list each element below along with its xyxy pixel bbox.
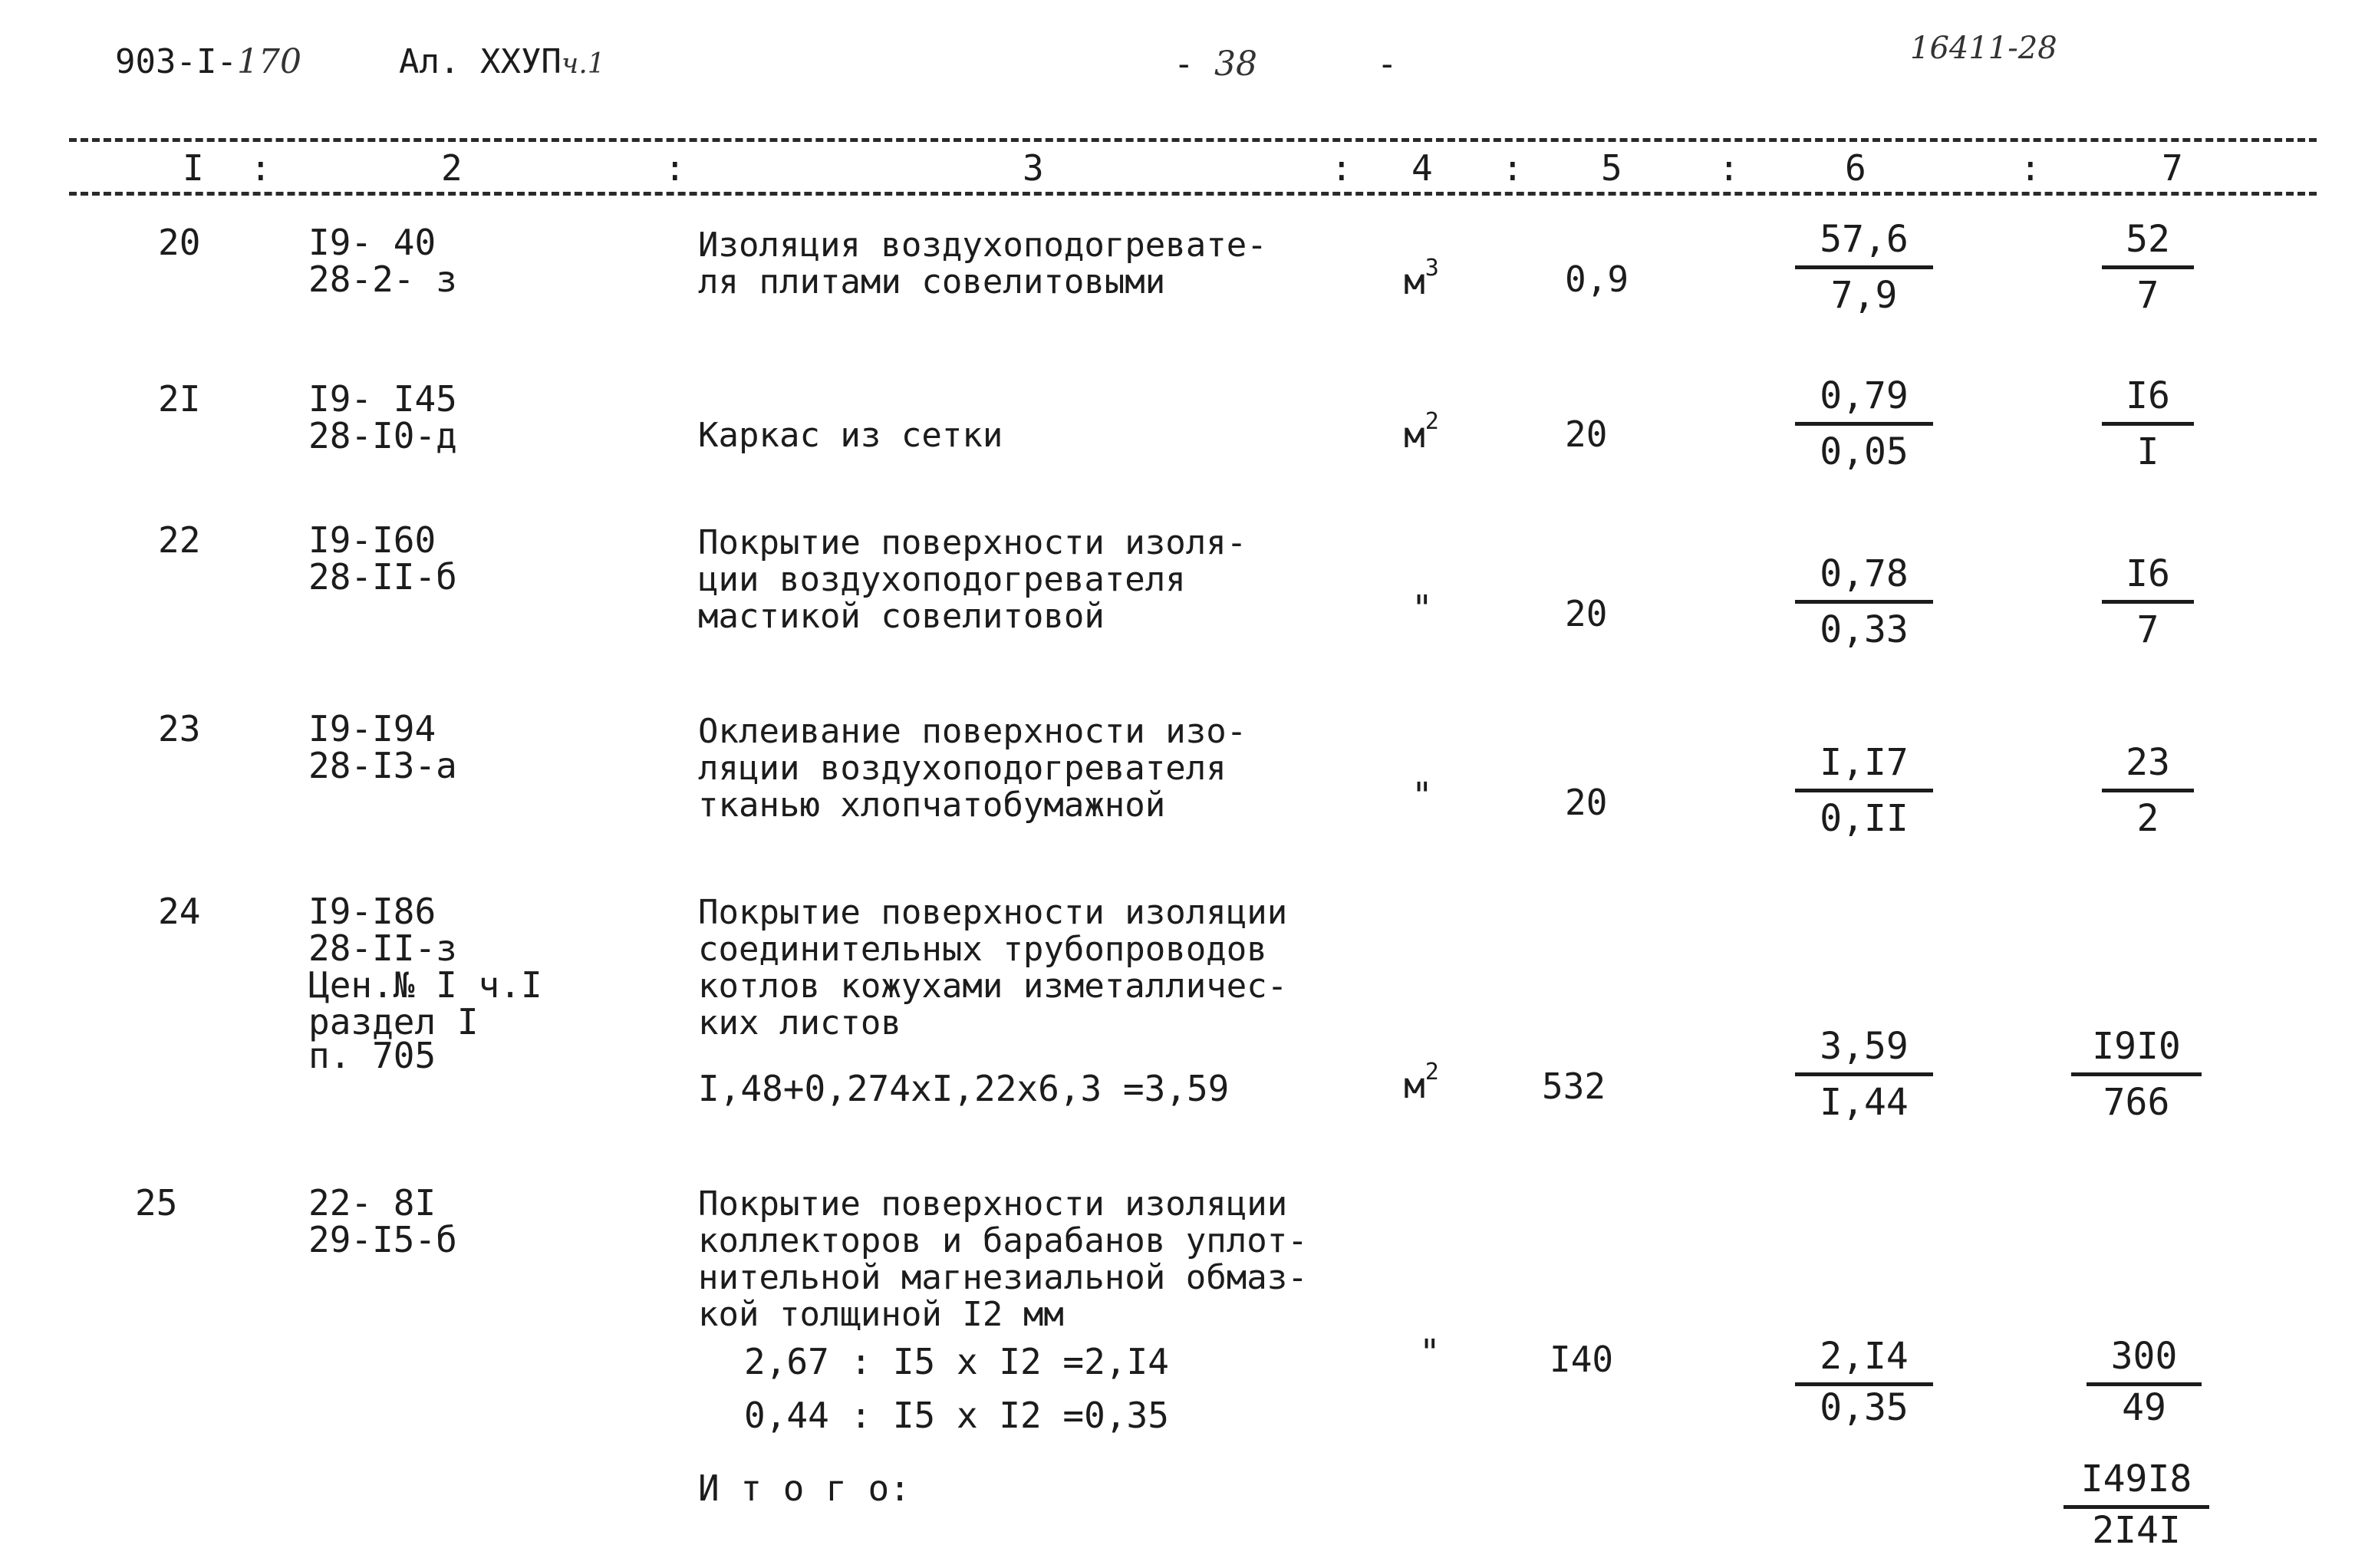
total-bottom: 7 xyxy=(2136,608,2159,651)
total-top: 23 xyxy=(2102,743,2194,792)
quantity: 20 xyxy=(1565,593,1608,634)
quantity: I40 xyxy=(1550,1339,1614,1380)
norm-code: I9-I94 xyxy=(308,708,436,749)
norm-code: 28-I3-а xyxy=(308,745,457,786)
total-cost xyxy=(2102,219,2194,315)
row-number: 24 xyxy=(158,891,201,932)
album-part-handwritten: ч.1 xyxy=(561,48,605,80)
norm-code: I9- I45 xyxy=(308,378,457,420)
work-description: ля плитами совелитовыми xyxy=(698,262,1166,301)
unit-price xyxy=(1795,1026,1933,1122)
header-dashed-line-bottom xyxy=(69,192,2317,196)
norm-code: 29-I5-б xyxy=(308,1219,457,1260)
price-top: 0,79 xyxy=(1795,376,1933,426)
work-description: Покрытие поверхности изоляции xyxy=(698,1184,1288,1224)
total-bottom: 766 xyxy=(2103,1081,2170,1124)
unit-exponent: 2 xyxy=(1425,1059,1439,1085)
column-separator: : xyxy=(250,147,272,189)
unit-price xyxy=(1795,376,1933,472)
total-top: I6 xyxy=(2102,554,2194,604)
work-description: Изоляция воздухоподогревате- xyxy=(698,226,1267,265)
column-separator: : xyxy=(1718,147,1740,189)
calculation-formula: I,48+0,274хI,22х6,3 =3,59 xyxy=(698,1068,1230,1109)
calculation-formula: 0,44 : I5 х I2 =0,35 xyxy=(744,1395,1169,1436)
quantity: 20 xyxy=(1565,782,1608,823)
unit-ditto: " xyxy=(1411,588,1433,629)
quantity: 0,9 xyxy=(1565,259,1629,300)
total-top: I9I0 xyxy=(2071,1026,2202,1076)
unit-text: м xyxy=(1404,414,1425,456)
project-code-prefix: 903-I- xyxy=(115,42,237,81)
total-cost xyxy=(2102,376,2194,472)
row-number: 22 xyxy=(158,519,201,561)
unit-exponent: 2 xyxy=(1425,408,1439,435)
summary-total-bottom: 2I4I xyxy=(2092,1509,2181,1552)
album-label xyxy=(399,42,605,81)
work-description: Оклеивание поверхности изо- xyxy=(698,712,1247,751)
quantity: 20 xyxy=(1565,413,1608,455)
work-description: ких листов xyxy=(698,1003,901,1043)
work-description: кой толщиной I2 мм xyxy=(698,1295,1064,1334)
row-number: 25 xyxy=(135,1182,178,1224)
norm-code: 28-2- з xyxy=(308,259,457,300)
total-cost xyxy=(2102,554,2194,650)
column-header-3: 3 xyxy=(1023,147,1044,189)
unit-ditto: " xyxy=(1419,1332,1441,1373)
column-separator: : xyxy=(2020,147,2041,189)
total-bottom: 2 xyxy=(2136,797,2159,840)
project-code xyxy=(115,42,301,81)
unit-text: м xyxy=(1404,1065,1425,1106)
work-description: ции воздухоподогревателя xyxy=(698,560,1186,599)
price-top: I,I7 xyxy=(1795,743,1933,792)
summary-total-top: I49I8 xyxy=(2064,1459,2209,1509)
unit xyxy=(1404,408,1439,456)
album-text: Ал. ХХУП xyxy=(399,42,562,81)
price-top: 0,78 xyxy=(1795,554,1933,604)
unit xyxy=(1404,1059,1439,1106)
work-description: Покрытие поверхности изоляции xyxy=(698,893,1288,932)
work-description: Каркас из сетки xyxy=(698,416,1003,455)
page-dash-left: - xyxy=(1174,44,1214,84)
column-header-7: 7 xyxy=(2162,147,2183,189)
price-list-ref: Цен.№ I ч.I xyxy=(308,964,542,1006)
price-top: 3,59 xyxy=(1795,1026,1933,1076)
unit-price xyxy=(1795,1336,1933,1428)
row-number: 2I xyxy=(158,378,201,420)
total-cost xyxy=(2102,743,2194,838)
column-separator: : xyxy=(1502,147,1523,189)
column-header-6: 6 xyxy=(1845,147,1866,189)
unit-price xyxy=(1795,219,1933,315)
total-top: 52 xyxy=(2102,219,2194,269)
column-separator: : xyxy=(664,147,686,189)
price-top: 2,I4 xyxy=(1795,1336,1933,1386)
norm-code: I9-I86 xyxy=(308,891,436,932)
total-bottom: I xyxy=(2136,430,2159,473)
work-description: мастикой совелитовой xyxy=(698,597,1105,636)
norm-code: I9- 40 xyxy=(308,222,436,263)
page-number-handwritten: 38 xyxy=(1214,44,1257,84)
quantity: 532 xyxy=(1542,1066,1606,1107)
column-header-4: 4 xyxy=(1411,147,1433,189)
column-header-1: I xyxy=(183,147,204,189)
price-bottom: 0,05 xyxy=(1820,430,1909,473)
work-description: Покрытие поверхности изоля- xyxy=(698,523,1247,562)
total-top: I6 xyxy=(2102,376,2194,426)
price-bottom: 0,35 xyxy=(1820,1386,1909,1429)
total-cost xyxy=(2071,1026,2202,1122)
total-bottom: 49 xyxy=(2122,1386,2166,1429)
unit-exponent: 3 xyxy=(1425,255,1439,282)
total-cost xyxy=(2087,1336,2202,1428)
page-number xyxy=(1174,44,1257,84)
norm-code: 28-II-б xyxy=(308,556,457,598)
column-separator: : xyxy=(1331,147,1352,189)
price-list-item: п. 705 xyxy=(308,1035,436,1076)
price-top: 57,6 xyxy=(1795,219,1933,269)
price-bottom: 7,9 xyxy=(1830,274,1898,317)
work-description: коллекторов и барабанов уплот- xyxy=(698,1221,1308,1260)
row-number: 20 xyxy=(158,222,201,263)
calculation-formula: 2,67 : I5 х I2 =2,I4 xyxy=(744,1341,1169,1382)
norm-code: I9-I60 xyxy=(308,519,436,561)
norm-code: 22- 8I xyxy=(308,1182,436,1224)
norm-code: 28-II-з xyxy=(308,927,457,969)
total-bottom: 7 xyxy=(2136,274,2159,317)
price-bottom: 0,33 xyxy=(1820,608,1909,651)
unit-text: м xyxy=(1404,261,1425,302)
unit-ditto: " xyxy=(1411,775,1433,816)
row-number: 23 xyxy=(158,708,201,749)
price-bottom: 0,II xyxy=(1820,797,1909,840)
header-dashed-line-top xyxy=(69,138,2317,142)
summary-total xyxy=(2064,1459,2209,1550)
column-header-2: 2 xyxy=(441,147,463,189)
work-description: ляции воздухоподогревателя xyxy=(698,749,1227,788)
summary-label: И т о г о: xyxy=(698,1468,911,1509)
price-list-section: раздел I xyxy=(308,1001,479,1043)
work-description: тканью хлопчатобумажной xyxy=(698,786,1166,825)
work-description: нительной магнезиальной обмаз- xyxy=(698,1258,1308,1297)
work-description: котлов кожухами изметалличес- xyxy=(698,967,1288,1006)
norm-code: 28-I0-д xyxy=(308,415,457,456)
price-bottom: I,44 xyxy=(1820,1081,1909,1124)
column-header-5: 5 xyxy=(1601,147,1622,189)
total-top: 300 xyxy=(2087,1336,2202,1386)
unit xyxy=(1404,255,1439,302)
page-dash-right: - xyxy=(1377,44,1398,84)
work-description: соединительных трубопроводов xyxy=(698,930,1267,969)
document-number: 16411-28 xyxy=(1910,31,2057,66)
project-code-handwritten: 170 xyxy=(236,42,301,81)
unit-price xyxy=(1795,554,1933,650)
unit-price xyxy=(1795,743,1933,838)
